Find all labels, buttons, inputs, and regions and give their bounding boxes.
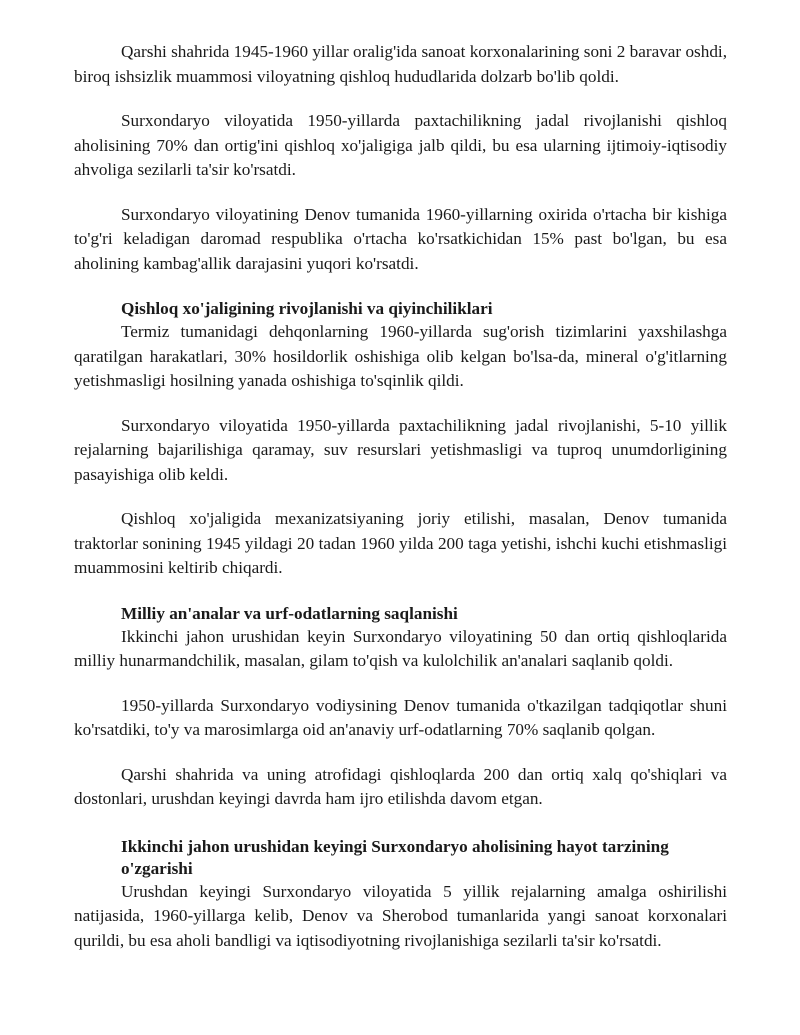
section-heading-traditions: Milliy an'analar va urf-odatlarning saqlanishi (121, 603, 458, 623)
paragraph-mechanization: Qishloq xo'jaligida mexanizatsiyaning joriy etilishi, masalan, Denov tumanida traktorlar sonining 1945 yildagi 20 tadan 1960 yilda 200 taga yetishi, ishchi kuchi etishmasligi muammosini keltirib chiqardi. (74, 509, 727, 577)
paragraph-termiz-irrigation: Termiz tumanidagi dehqonlarning 1960-yillarda sug'orish tizimlarini yaxshilashga qaratilgan harakatlari, 30% hosildorlik oshishiga olib kelgan bo'lsa-da, mineral o'g'itlarning yetishmasligi hosilning yanada oshishiga to'sqinlik qildi. (74, 322, 727, 390)
paragraph-denov-income: Surxondaryo viloyatining Denov tumanida 1960-yillarning oxirida o'rtacha bir kishiga to'g'ri keladigan daromad respublika o'rtacha ko'rsatkichidan 15% past bo'lgan, bu esa aholining kambag'allik darajasini yuqori ko'rsatdi. (74, 204, 727, 273)
paragraph-postwar-industry: Urushdan keyingi Surxondaryo viloyatida 5 yillik rejalarning amalga oshirilishi natijasida, 1960-yillarga kelib, Denov va Sherobod tumanlarida yangi sanoat korxonalari qurildi, bu esa aholi bandligi va iqtisodiyotning rivojlanishiga sezilarli ta'sir ko'rsatdi. (74, 881, 727, 950)
paragraph-customs-research: 1950-yillarda Surxondaryo vodiysining Denov tumanida o'tkazilgan tadqiqotlar shuni ko'rsatdiki, to'y va marosimlarga oid an'anaviy urf-odatlarning 70% saqlanib qolgan. (74, 695, 727, 739)
section-heading-lifestyle: Ikkinchi jahon urushidan keyingi Surxondaryo aholisining hayot tarzining o'zgarishi (121, 836, 669, 878)
paragraph-folk-songs: Qarshi shahrida va uning atrofidagi qishloqlarda 200 dan ortiq xalq qo'shiqlari va dostonlari, urushdan keyingi davrda ham ijro etilishda davom etgan. (74, 764, 727, 808)
paragraph-cotton-water: Surxondaryo viloyatida 1950-yillarda paxtachilikning jadal rivojlanishi, 5-10 yillik rejalarning bajarilishiga qaramay, suv resurslari yetishmasligi va tuproq unumdorligining pasayishiga olib keldi. (74, 415, 727, 484)
paragraph-cotton-employment: Surxondaryo viloyatida 1950-yillarda paxtachilikning jadal rivojlanishi qishloq aholisining 70% dan ortig'ini qishloq xo'jaligiga jalb qildi, bu esa ularning ijtimoiy-iqtisodiy ahvoliga sezilarli ta'sir ko'rsatdi. (74, 111, 727, 179)
paragraph-qarshi-industry: Qarshi shahrida 1945-1960 yillar oralig'ida sanoat korxonalarining soni 2 baravar oshdi, biroq ishsizlik muammosi viloyatning qishloq hududlarida dolzarb bo'lib qoldi. (74, 42, 727, 86)
paragraph-crafts: Ikkinchi jahon urushidan keyin Surxondaryo viloyatining 50 dan ortiq qishloqlarida milliy hunarmandchilik, masalan, gilam to'qish va kulolchilik an'analari saqlanib qoldi. (74, 626, 727, 670)
document-page (74, 40, 727, 973)
section-heading-agriculture: Qishloq xo'jaligining rivojlanishi va qiyinchiliklari (121, 299, 493, 318)
